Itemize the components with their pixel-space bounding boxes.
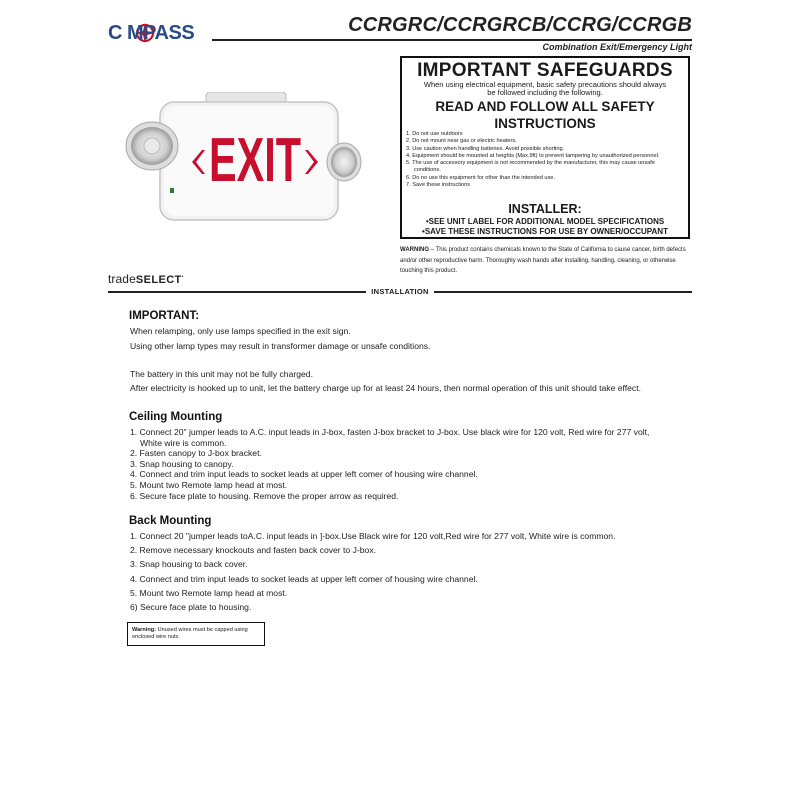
right-lamp-head	[327, 143, 361, 181]
exit-text: EXIT	[209, 126, 302, 195]
list-item: 4. Connect and trim input leads to socket leads at upper left comer of housing wire channel.	[130, 573, 478, 584]
installation-rule-right	[434, 291, 692, 293]
list-item: 2. Remove necessary knockouts and fasten back cover to J-box.	[130, 545, 377, 556]
tradeselect-logo: tradeSELECT•	[108, 272, 184, 286]
compass-logo	[108, 20, 218, 46]
important-line-1: When relamping, only use lamps specified in the exit sign.	[130, 326, 351, 336]
safeguards-box	[400, 56, 690, 239]
list-item: 3. Snap housing to back cover.	[130, 559, 248, 570]
list-item: 6. Secure face plate to housing. Remove the proper arrow as required.	[130, 490, 399, 501]
installer-line-1: •SEE UNIT LABEL FOR ADDITIONAL MODEL SPECIFICATIONS	[425, 217, 665, 226]
list-item: 6. Do no use this equipment for other than the intended use.	[406, 174, 555, 181]
list-item: 1. Connect 20" jumper leads to A.C. input leads in J-box, fasten J-box bracket to J-box. Use black wire for 120 volt, Red wire for 277 volt, White wire is common.	[130, 427, 650, 448]
list-item: 6) Secure face plate to housing.	[130, 601, 252, 612]
list-item: 2. Do not mount near gas or electric heaters.	[406, 138, 517, 145]
list-item: 1. Do not use outdoors	[406, 131, 463, 137]
list-item: 7. Save these instructions	[406, 182, 471, 189]
list-item: 5. Mount two Remote lamp head at most.	[130, 479, 288, 490]
exit-sign-image	[122, 92, 362, 232]
header-rule	[212, 39, 692, 41]
california-warning: WARNING – This product contains chemicals known to the State of California to cause cancer, birth defects and/or other reproductive harm. Thoroughly wash hands after installing, handling, cleaning, or otherwise touching this product.	[400, 247, 686, 274]
read-follow-heading: READ AND FOLLOW ALL SAFETY INSTRUCTIONS	[435, 99, 655, 131]
list-item: 4. Equipment should be mounted at heights (Max.9ft) to prevent tampering by unauthorized personnel.	[406, 152, 660, 159]
wire-warning-box: Warning: Unused wires must be capped using enclosed wire nuts.	[127, 622, 265, 646]
battery-line-2: After electricity is hooked up to unit, let the battery charge up for at least 24 hours, then normal operation of this unit should take effect.	[130, 383, 641, 393]
installer-line-2: •SAVE THESE INSTRUCTIONS FOR USE BY OWNER/OCCUPANT	[422, 227, 668, 236]
installation-label: INSTALLATION	[371, 287, 429, 296]
safeguards-list	[406, 131, 682, 189]
important-line-2: Using other lamp types may result in transformer damage or unsafe conditions.	[130, 341, 431, 351]
list-item: 2. Fasten canopy to J-box bracket.	[130, 448, 262, 459]
brand-name: C MPASS	[108, 22, 195, 44]
left-lamp-head	[126, 122, 178, 170]
list-item: 5. The use of accessory equipment is not recommended by the manufacturer, this may cause unsafe conditions.	[406, 160, 655, 174]
battery-line-1: The battery in this unit may not be fully charged.	[130, 369, 313, 379]
important-heading: IMPORTANT:	[129, 310, 200, 322]
ceiling-steps	[130, 427, 665, 501]
list-item: 1. Connect 20 "jumper leads toA.C. input leads in ]-box.Use Black wire for 120 volt,Red wire for 277 volt, White wire is common.	[130, 531, 616, 541]
ceiling-mounting-heading: Ceiling Mounting	[129, 411, 223, 423]
back-mounting-heading: Back Mounting	[129, 515, 212, 527]
safeguards-title: IMPORTANT SAFEGUARDS	[417, 60, 673, 81]
installer-title: INSTALLER:	[508, 202, 582, 216]
list-item: 3. Snap housing to canopy.	[130, 458, 234, 469]
back-steps	[130, 531, 690, 616]
product-subtitle: Combination Exit/Emergency Light	[542, 42, 692, 52]
list-item: 3. Use caution when handling batteries. Avoid possible shorting.	[406, 145, 565, 152]
list-item: 5. Mount two Remote lamp head at most.	[130, 587, 288, 598]
safeguards-subtitle: When using electrical equipment, basic safety precautions should always be followed including the following.	[423, 80, 667, 97]
list-item: 4. Connect and trim input leads to socket leads at upper left comer of housing wire channel.	[130, 469, 478, 480]
installation-rule-left	[108, 291, 366, 293]
model-number: CCRGRC/CCRGRCB/CCRG/CCRGB	[348, 14, 692, 36]
